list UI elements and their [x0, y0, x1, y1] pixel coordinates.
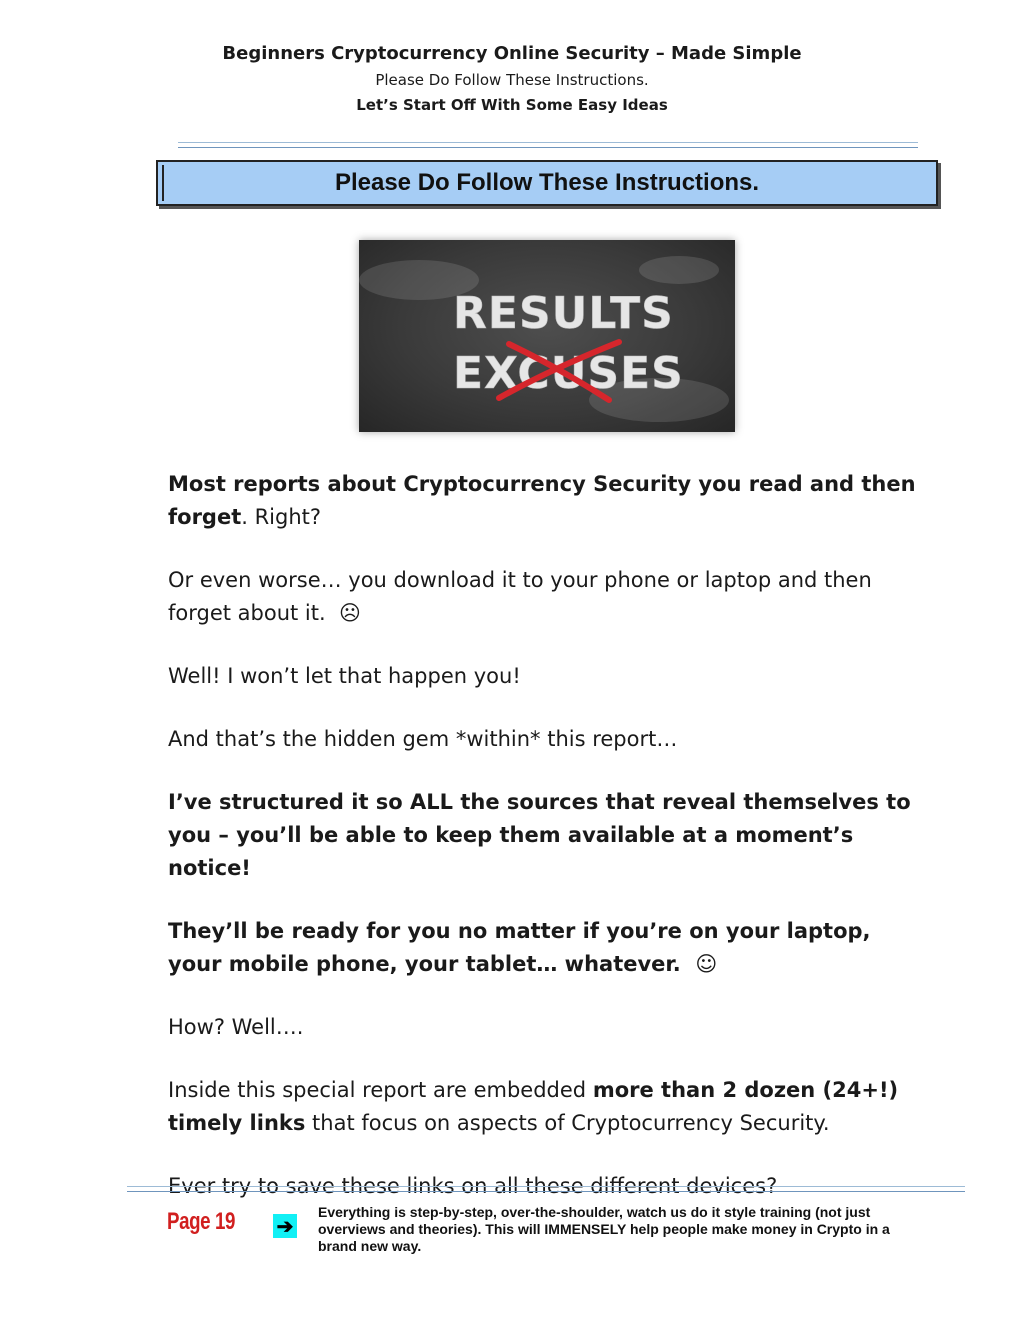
paragraph-5: I’ve structured it so ALL the sources that reveal themselves to you – you’ll be able to keep them available at a moment’s notice!: [168, 790, 911, 880]
results-text: RESULTS: [453, 288, 674, 339]
document-title: Beginners Cryptocurrency Online Security – Made Simple: [222, 43, 802, 64]
paragraph-1: [168, 468, 928, 534]
paragraph-8-bold: more than 2 dozen (24+!) timely links: [168, 1078, 899, 1135]
document-subheading: Let’s Start Off With Some Easy Ideas: [356, 96, 668, 114]
document-subtitle: Please Do Follow These Instructions.: [375, 71, 649, 89]
paragraph-8-end: that focus on aspects of Cryptocurrency Security.: [305, 1111, 830, 1135]
footer-text: Everything is step-by-step, over-the-shoulder, watch us do it style training (not just overviews and theories). This will IMMENSELY help people make money in Crypto in a brand new way.: [318, 1204, 890, 1254]
paragraph-9: Ever try to save these links on all these different devices?: [168, 1174, 778, 1198]
paragraph-4: And that’s the hidden gem *within* this report…: [168, 727, 678, 751]
paragraph-2: [168, 564, 928, 630]
chalkboard-image: [359, 240, 735, 432]
paragraph-6-text: They’ll be ready for you no matter if you’re on your laptop, your mobile phone, your tablet… whatever.: [168, 919, 871, 976]
paragraph-7: How? Well….: [168, 1015, 304, 1039]
smiley-face-icon: ☺: [695, 952, 718, 976]
paragraph-8: [168, 1074, 928, 1140]
paragraph-3: Well! I won’t let that happen you!: [168, 664, 521, 688]
sad-face-icon: ☹: [339, 601, 361, 625]
document-body: [168, 468, 928, 1233]
arrow-right-icon: ➔: [273, 1214, 297, 1238]
chalkboard-graphic: [359, 240, 735, 432]
excuses-text: EXCUSES: [453, 348, 684, 399]
header-divider: [178, 142, 918, 148]
paragraph-8-start: Inside this special report are embedded: [168, 1078, 593, 1102]
paragraph-1-rest: . Right?: [241, 505, 322, 529]
page-number: Page 19: [167, 1208, 236, 1235]
document-header: [0, 40, 1024, 118]
footer-divider: [127, 1186, 965, 1192]
paragraph-2-text: Or even worse… you download it to your phone or laptop and then forget about it.: [168, 568, 872, 625]
section-banner: [156, 160, 938, 206]
paragraph-1-bold: Most reports about Cryptocurrency Security you read and then forget: [168, 472, 916, 529]
paragraph-6: [168, 915, 928, 981]
section-banner-text: Please Do Follow These Instructions.: [334, 169, 760, 196]
